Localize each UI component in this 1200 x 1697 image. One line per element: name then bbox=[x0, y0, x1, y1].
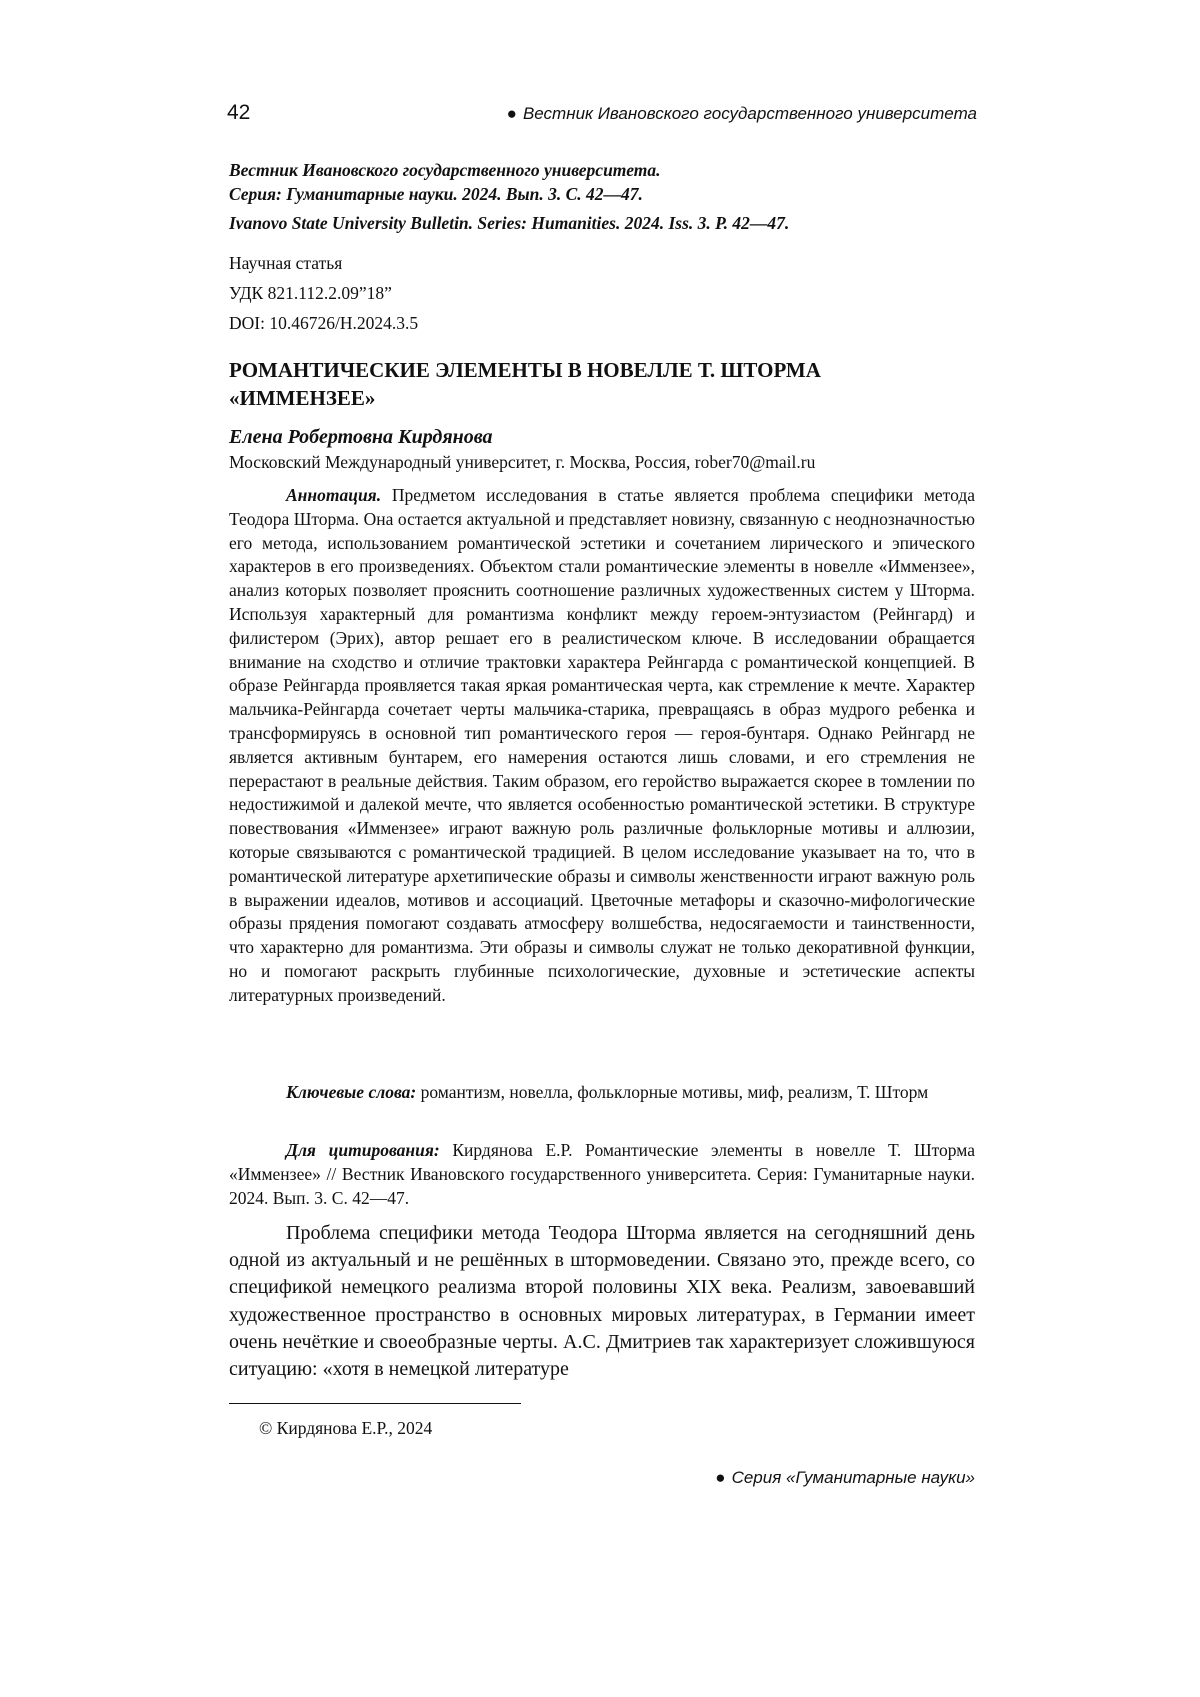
footnote-divider bbox=[229, 1403, 521, 1404]
publication-info bbox=[229, 158, 989, 235]
article-title bbox=[229, 356, 979, 412]
page-number: 42 bbox=[227, 101, 251, 124]
keywords bbox=[229, 1080, 975, 1104]
abstract bbox=[229, 484, 975, 1008]
keywords-label: Ключевые слова: bbox=[286, 1082, 417, 1102]
citation bbox=[229, 1138, 975, 1210]
body-paragraph: Проблема специфики метода Теодора Шторма является на сегодняшний день одной из актуальный и не решённых в штормоведении. Связано это, прежде всего, со спецификой немецкого реализма второй половины XIX века. Реализм, завоевавший художественное пространство в основных мировых литературах, в Германии имеет очень нечёткие и своеобразные черты. А.С. Дмитриев так характеризует сложившуюся ситуацию: «хотя в немецкой литературе bbox=[229, 1222, 975, 1381]
publication-ru-line2: Серия: Гуманитарные науки. 2024. Вып. 3. С. 42—47. bbox=[229, 184, 643, 204]
title-line-1: РОМАНТИЧЕСКИЕ ЭЛЕМЕНТЫ В НОВЕЛЛЕ Т. ШТОРМА bbox=[229, 358, 821, 382]
keywords-text: романтизм, новелла, фольклорные мотивы, миф, реализм, Т. Шторм bbox=[420, 1082, 929, 1102]
citation-text: Кирдянова Е.Р. Романтические элементы в новелле Т. Шторма «Иммензее» // Вестник Ивановского государственного университета. Серия: Гуманитарные науки. 2024. Вып. 3. С. 42—47. bbox=[229, 1140, 975, 1208]
abstract-text: Предметом исследования в статье является проблема специфики метода Теодора Шторма. Она остается актуальной и представляет новизну, связанную с неоднозначностью его метода, использованием романтической эстетики и сочетанием лирического и эпического характеров в его произведениях. Объектом стали романтические элементы в новелле «Иммензее», анализ которых позволяет прояснить соотношение различных художественных систем у Шторма. Используя характерный для романтизма конфликт между героем-энтузиастом (Рейнгард) и филистером (Эрих), автор решает его в реалистическом ключе. В исследовании обращается внимание на сходство и отличие трактовки характера Рейнгарда с романтической концепцией. В образе Рейнгарда проявляется такая яркая романтическая черта, как стремление к мечте. Характер мальчика-Рейнгарда сочетает черты мальчика-старика, превращаясь в образ мудрого ребенка и трансформируясь в основной тип романтического героя — героя-бунтаря. Однако Рейнгард не является активным бунтарем, его намерения остаются лишь словами, и его стремления не перерастают в реальные действия. Таким образом, его геройство выражается скорее в томлении по недостижимой и далекой мечте, что является особенностью романтической эстетики. В структуре повествования «Иммензее» играют важную роль различные фольклорные мотивы и аллюзии, которые связываются с романтической традицией. В целом исследование указывает на то, что в романтической литературе архетипические образы и символы женственности играют важную роль в выражении идеалов, мотивов и ассоциаций. Цветочные метафоры и сказочно-мифологические образы прядения помогают создавать атмосферу волшебства, недосягаемости и таинственности, что характерно для романтизма. Эти образы и символы служат не только декоративной функции, но и помогают раскрыть глубинные психологические, духовные и эстетические аспекты литературных произведений. bbox=[229, 485, 976, 1005]
doi: DOI: 10.46726/H.2024.3.5 bbox=[229, 313, 419, 333]
abstract-label: Аннотация. bbox=[286, 485, 382, 505]
copyright-note: © Кирдянова Е.Р., 2024 bbox=[259, 1418, 433, 1438]
running-header bbox=[227, 101, 977, 133]
running-journal-text: Вестник Ивановского государственного университета bbox=[522, 104, 977, 123]
running-footer bbox=[715, 1468, 975, 1488]
author-affiliation: Московский Международный университет, г. Москва, Россия, rober70@mail.ru bbox=[229, 452, 816, 472]
article-type: Научная статья bbox=[229, 253, 343, 273]
citation-label: Для цитирования: bbox=[286, 1140, 440, 1160]
publication-en-line: Ivanovo State University Bulletin. Series: Humanities. 2024. Iss. 3. P. 42—47. bbox=[229, 213, 790, 233]
bullet-icon: ● bbox=[715, 1468, 726, 1487]
running-journal-title bbox=[507, 104, 977, 124]
publication-ru-line1: Вестник Ивановского государственного университета. bbox=[229, 160, 661, 180]
article-meta bbox=[229, 248, 929, 338]
title-line-2: «ИММЕНЗЕЕ» bbox=[229, 386, 376, 410]
udk-code: УДК 821.112.2.09”18” bbox=[229, 283, 392, 303]
author-name: Елена Робертовна Кирдянова bbox=[229, 426, 493, 448]
bullet-icon: ● bbox=[506, 104, 517, 123]
series-name: Серия «Гуманитарные науки» bbox=[731, 1468, 975, 1487]
